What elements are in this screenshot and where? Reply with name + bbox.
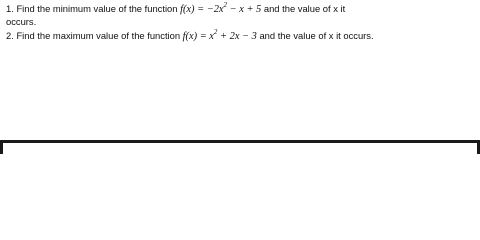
question-2-formula-lhs: f(x) = x (182, 31, 214, 42)
question-1-text-after: and the value of x it (263, 3, 346, 14)
question-1-continuation: occurs. (6, 16, 37, 27)
question-2-text-before: Find the maximum value of the function (16, 30, 181, 41)
question-2-formula-rhs: + 2x − 3 (217, 31, 257, 42)
question-1-number: 1. (6, 3, 14, 14)
question-2 (6, 27, 374, 43)
question-1-formula-exponent: 2 (223, 0, 228, 9)
question-1 (6, 0, 346, 16)
left-border-line (0, 140, 3, 154)
question-1-formula-lhs: f(x) = −2x (180, 4, 224, 15)
question-1-formula (180, 0, 262, 15)
question-2-formula-exponent: 2 (213, 27, 218, 36)
question-2-text-after: and the value of x it occurs. (259, 30, 374, 41)
question-1-formula-rhs: − x + 5 (227, 4, 262, 15)
bottom-border-line (0, 140, 480, 143)
question-2-number: 2. (6, 30, 14, 41)
question-1-text-before: Find the minimum value of the function (16, 3, 178, 14)
question-2-formula (182, 27, 257, 42)
